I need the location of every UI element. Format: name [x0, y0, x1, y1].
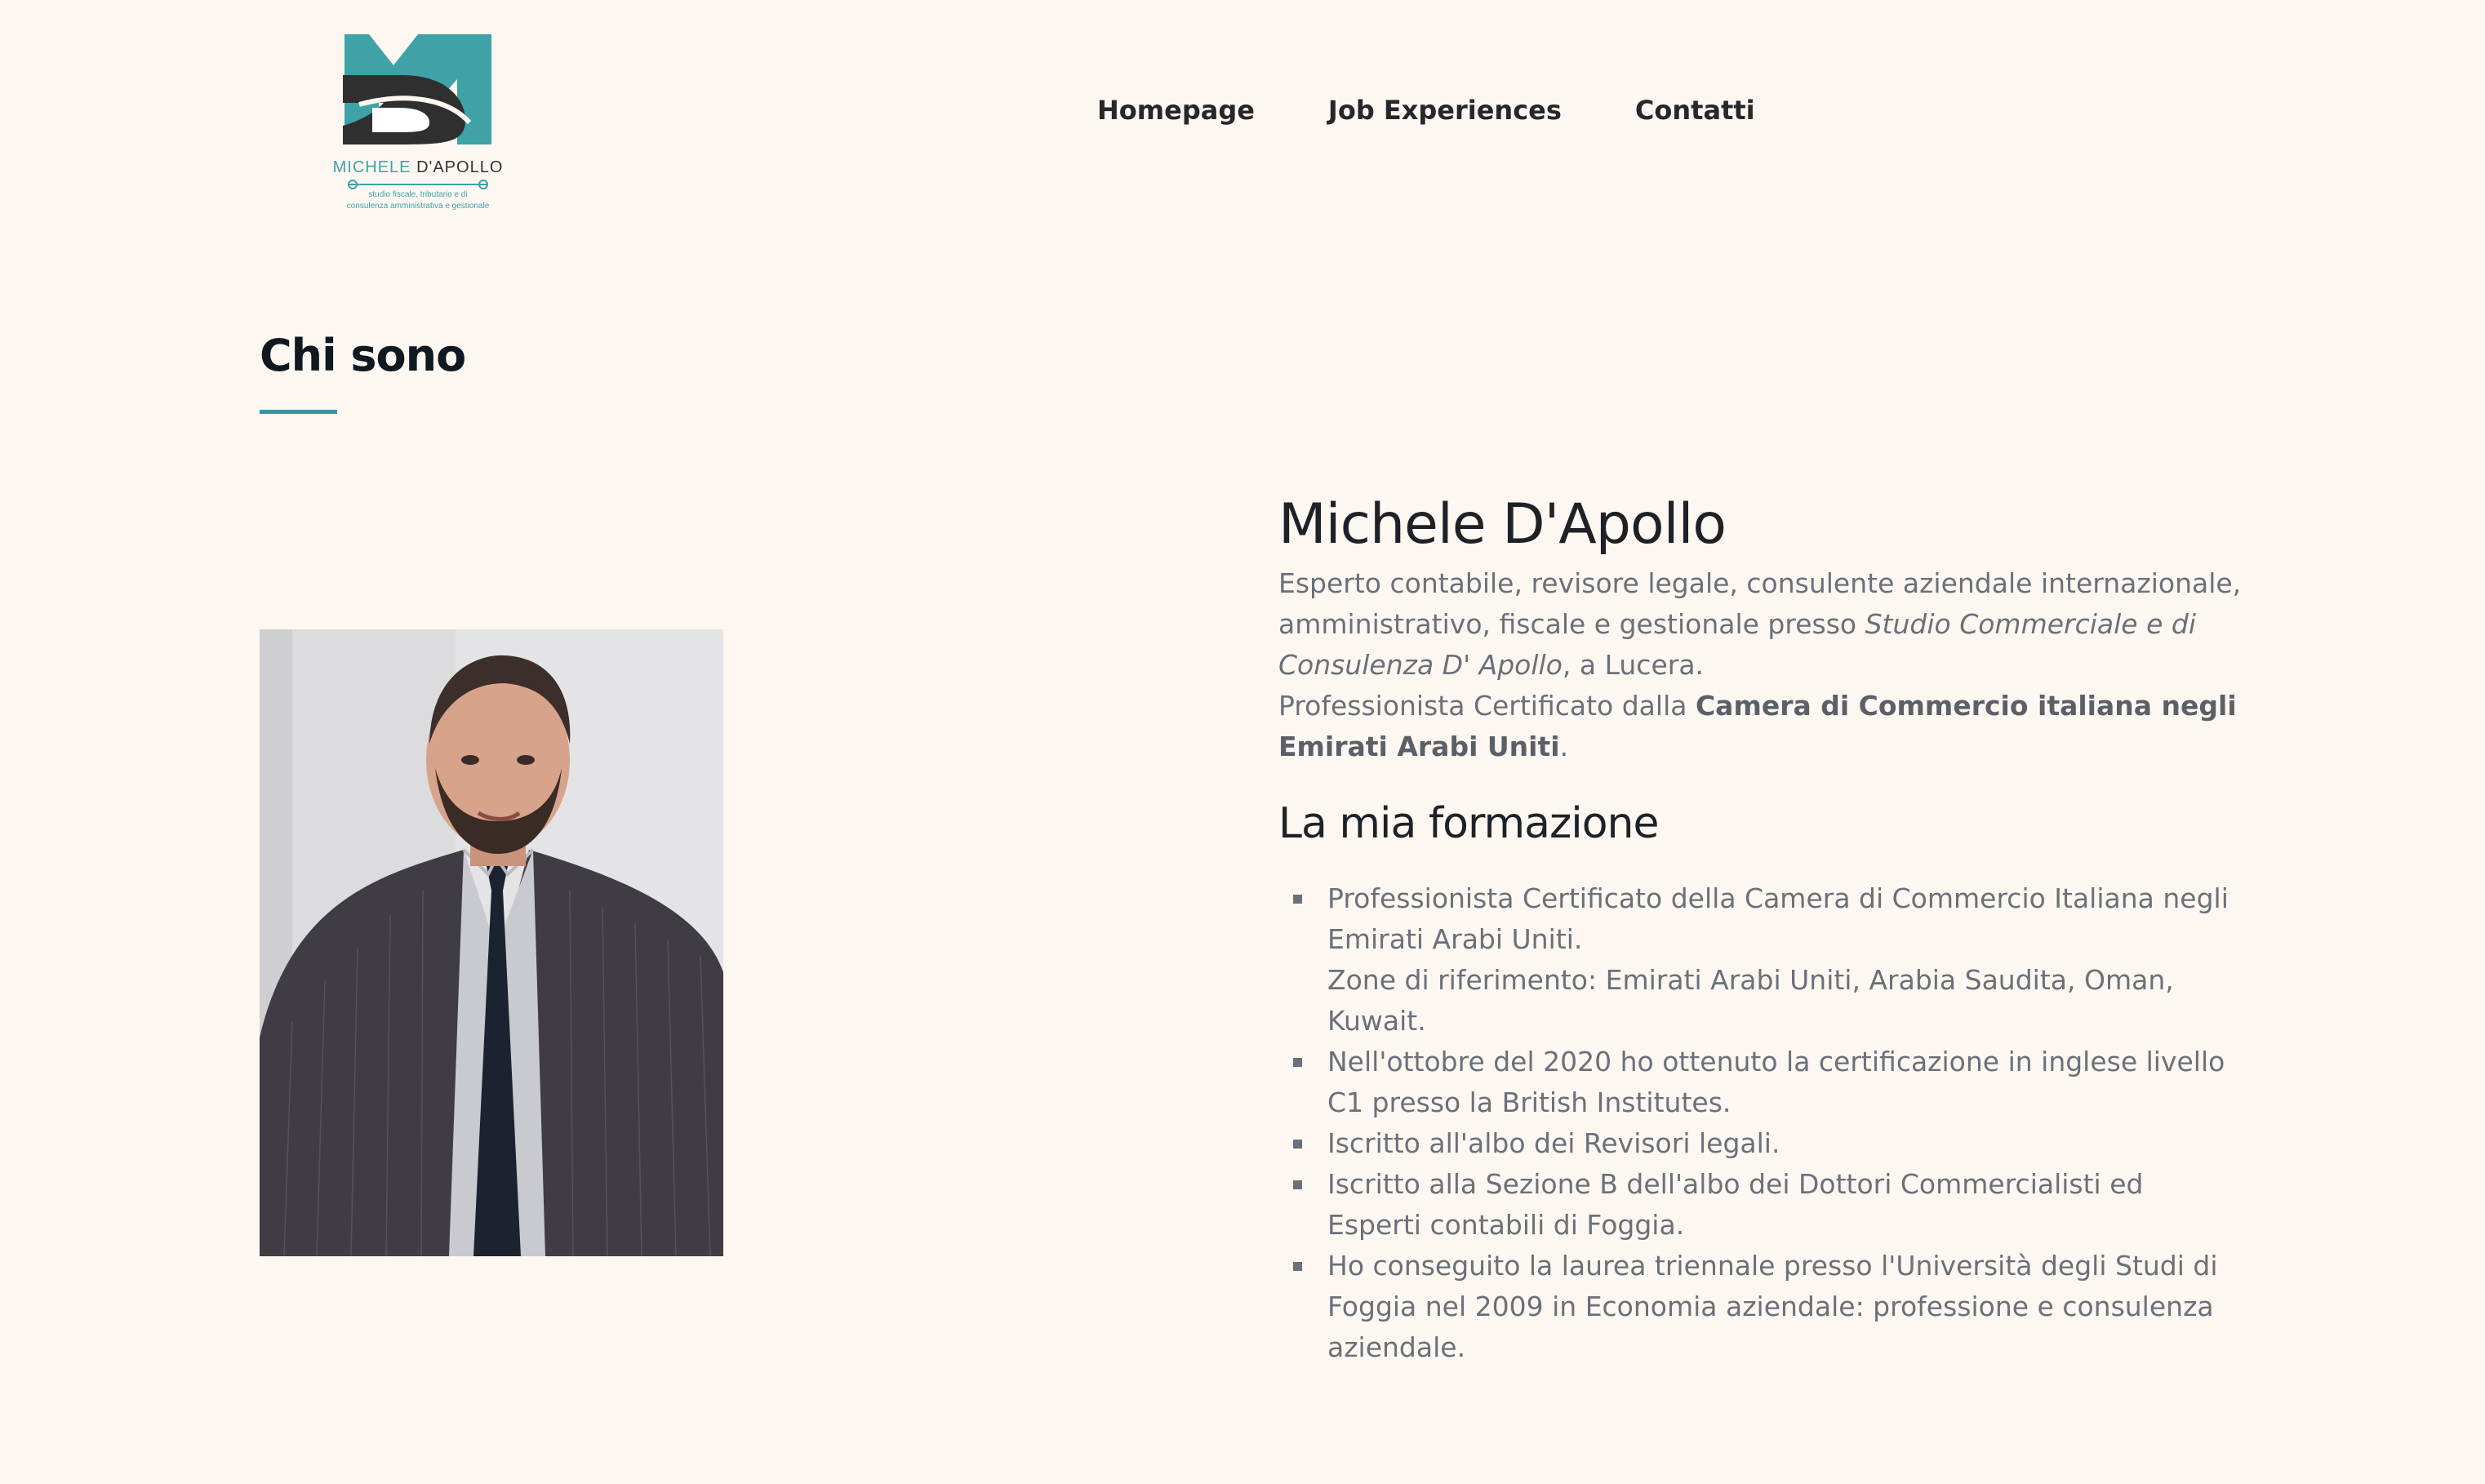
intro-studio-name: Studio Commerciale e di Consulenza D' Apollo [1278, 608, 2196, 681]
list-item [1278, 1246, 2242, 1368]
logo-tagline-line-2: consulenza amministrativa e gestionale [346, 202, 490, 211]
intro-text-1: Esperto contabile, revisore legale, consulente aziendale internazionale, amministrativo, fiscale e gestionale presso [1278, 567, 2242, 640]
bullet-icon [1293, 1180, 1302, 1189]
list-item [1278, 1164, 2242, 1246]
nav-link-job-experiences[interactable]: Job Experiences [1327, 95, 1562, 126]
logo-name-last: D'APOLLO [416, 158, 504, 176]
intro-text-2: , a Lucera. [1562, 649, 1705, 681]
list-item [1278, 1123, 2242, 1164]
list-item-text: Professionista Certificato della Camera di Commercio Italiana negli Emirati Arabi Uniti. [1327, 882, 2229, 955]
list-item-text: Ho conseguito la laurea triennale presso l'Università degli Studi di Foggia nel 2009 in Economia aziendale: professione e consulenza aziendale. [1327, 1250, 2218, 1363]
bullet-icon [1293, 1262, 1302, 1271]
cert-text-2: . [1559, 731, 1569, 762]
logo-tagline-line-1: studio fiscale, tributario e di [368, 190, 468, 199]
logo-tagline [310, 189, 526, 212]
main-nav [1097, 95, 1755, 126]
person-name: Michele D'Apollo [1278, 492, 1726, 557]
site-logo[interactable] [310, 34, 526, 222]
list-item-extra: Zone di riferimento: Emirati Arabi Uniti, Arabia Saudita, Oman, Kuwait. [1327, 964, 2174, 1037]
bullet-icon [1293, 1140, 1302, 1149]
logo-name-first: MICHELE [332, 158, 411, 176]
formation-heading: La mia formazione [1278, 799, 1659, 848]
formation-list [1278, 878, 2242, 1368]
profile-content [1278, 488, 2242, 1368]
logo-name [310, 158, 526, 177]
list-item-text: Iscritto alla Sezione B dell'albo dei Dottori Commercialisti ed Esperti contabili di Foggia. [1327, 1168, 2144, 1241]
section-title-underline [260, 410, 337, 414]
section-title: Chi sono [260, 330, 466, 381]
bullet-icon [1293, 895, 1302, 904]
cert-org: Camera di Commercio italiana negli Emirati Arabi Uniti [1278, 690, 2237, 762]
profile-intro [1278, 563, 2242, 767]
list-item-text: Iscritto all'albo dei Revisori legali. [1327, 1127, 1780, 1159]
list-item-text: Nell'ottobre del 2020 ho ottenuto la certificazione in inglese livello C1 presso la British Institutes. [1327, 1046, 2225, 1118]
list-item [1278, 1042, 2242, 1123]
nav-link-homepage[interactable]: Homepage [1097, 95, 1255, 126]
cert-text-1: Professionista Certificato dalla [1278, 690, 1696, 722]
profile-photo-illustration [260, 629, 723, 1256]
nav-link-contatti[interactable]: Contatti [1634, 95, 1755, 126]
list-item [1278, 878, 2242, 1042]
profile-photo [260, 629, 723, 1256]
bullet-icon [1293, 1058, 1302, 1067]
